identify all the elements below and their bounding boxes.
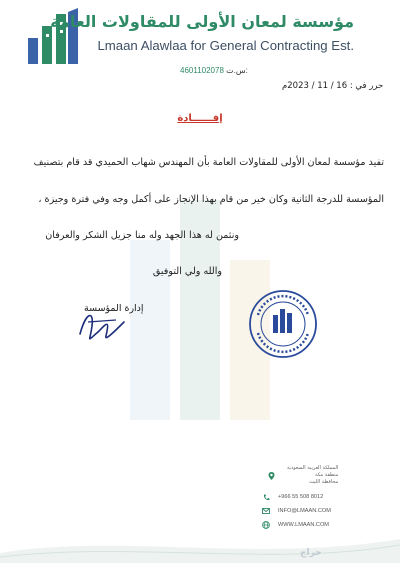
address-line: محافظة الليث: [309, 479, 339, 485]
paragraph-line: تفيد مؤسسة لمعان الأولى للمقاولات العامة بأن المهندس شهاب الحميدي قد قام بتصنيف: [33, 157, 384, 168]
official-stamp: [248, 289, 318, 359]
company-name-english: Lmaan Alawlaa for General Contracting Est.: [97, 38, 354, 53]
email-icon: [262, 507, 270, 515]
phone-row: [262, 490, 352, 504]
email-row: [262, 504, 352, 518]
signer-title: إدارة المؤسسة: [84, 303, 144, 314]
address-line: المملكة العربية السعودية: [287, 465, 339, 471]
closing-line: والله ولي التوفيق: [152, 266, 222, 277]
paragraph-line: ونثمن له هذا الجهد وله منا جزيل الشكر والعرفان: [45, 230, 239, 241]
cr-number: 4601102078: [180, 66, 224, 75]
letter-date: حرر في : 16 / 11 / 2023م: [282, 81, 384, 91]
phone-icon: [262, 493, 270, 501]
email-address: INFO@LMAAN.COM: [278, 508, 331, 514]
paragraph-line: المؤسسة للدرجة الثانية وكان خير من قام بهذا الإنجاز على أكمل وجه وفي فترة وجيزة ،: [38, 194, 384, 205]
haraj-watermark-text: حراج: [300, 548, 322, 558]
company-name-arabic: مؤسسة لمعان الأولى للمقاولات العامة: [50, 12, 354, 31]
address-block: [287, 465, 338, 486]
address-line: منطقة مكة: [315, 472, 339, 478]
letter-title: إفــــــادة: [177, 113, 223, 124]
website-url: WWW.LMAAN.COM: [278, 522, 329, 528]
commercial-registration: [180, 66, 248, 75]
footer-wave-decoration: [0, 523, 400, 563]
phone-number: +966 55 508 8012: [278, 494, 324, 500]
cr-label: س.ت:: [226, 66, 248, 75]
location-pin-icon: [268, 472, 275, 480]
